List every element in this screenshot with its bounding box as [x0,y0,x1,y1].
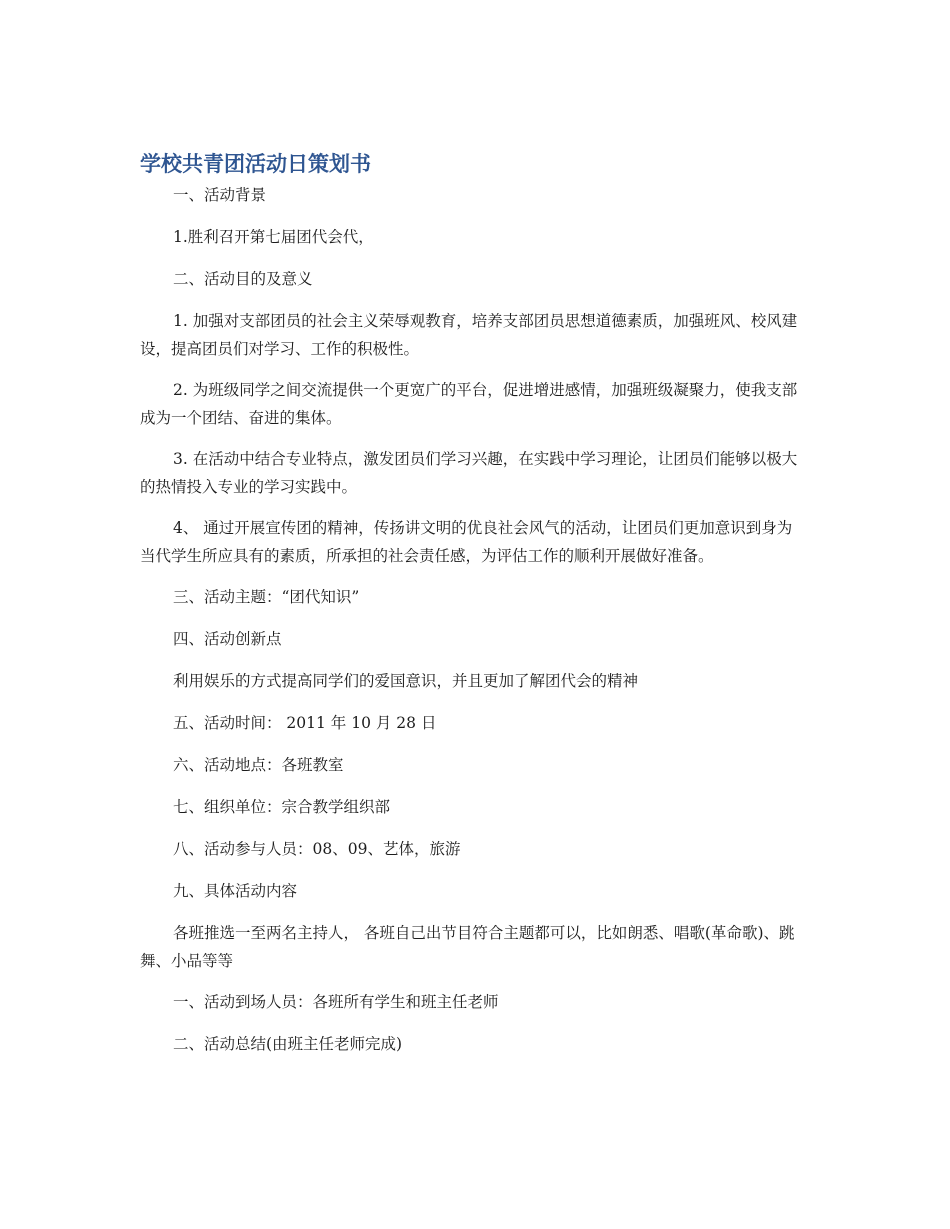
paragraph: 4、 通过开展宣传团的精神，传扬讲文明的优良社会风气的活动，让团员们更加意识到身为当代学生所应具有的素质，所承担的社会责任感，为评估工作的顺利开展做好准备。 [140,519,793,565]
document-title: 学校共青团活动日策划书 [140,152,371,176]
document-body [140,181,805,1072]
section-heading-time: 五、活动时间： 2011 年 10 月 28 日 [173,714,437,732]
paragraph: 2. 为班级同学之间交流提供一个更宽广的平台，促进增进感情，加强班级凝聚力，使我支部成为一个团结、奋进的集体。 [140,381,798,427]
paragraph: 利用娱乐的方式提高同学们的爱国意识，并且更加了解团代会的精神 [173,672,639,690]
section-heading-participants: 八、活动参与人员：08、09、艺体，旅游 [173,840,461,858]
section-heading-attendees: 一、活动到场人员：各班所有学生和班主任老师 [173,993,499,1011]
section-heading-summary: 二、活动总结(由班主任老师完成) [173,1035,403,1053]
section-heading-background: 一、活动背景 [173,186,267,204]
section-heading-theme: 三、活动主题：“团代知识” [173,588,360,606]
section-heading-innovation: 四、活动创新点 [173,630,282,648]
paragraph: 1. 加强对支部团员的社会主义荣辱观教育，培养支部团员思想道德素质，加强班风、校风建设，提高团员们对学习、工作的积极性。 [140,312,798,358]
paragraph: 3. 在活动中结合专业特点，激发团员们学习兴趣，在实践中学习理论，让团员们能够以极大的热情投入专业的学习实践中。 [140,450,798,496]
paragraph: 1.胜利召开第七届团代会代， [173,228,374,246]
section-heading-purpose: 二、活动目的及意义 [173,270,313,288]
section-heading-location: 六、活动地点：各班教室 [173,756,344,774]
section-heading-content: 九、具体活动内容 [173,882,298,900]
section-heading-organizer: 七、组织单位：宗合教学组织部 [173,798,391,816]
paragraph: 各班推选一至两名主持人， 各班自己出节目符合主题都可以，比如朗悉、唱歌(革命歌)、跳舞、小品等等 [140,924,795,970]
